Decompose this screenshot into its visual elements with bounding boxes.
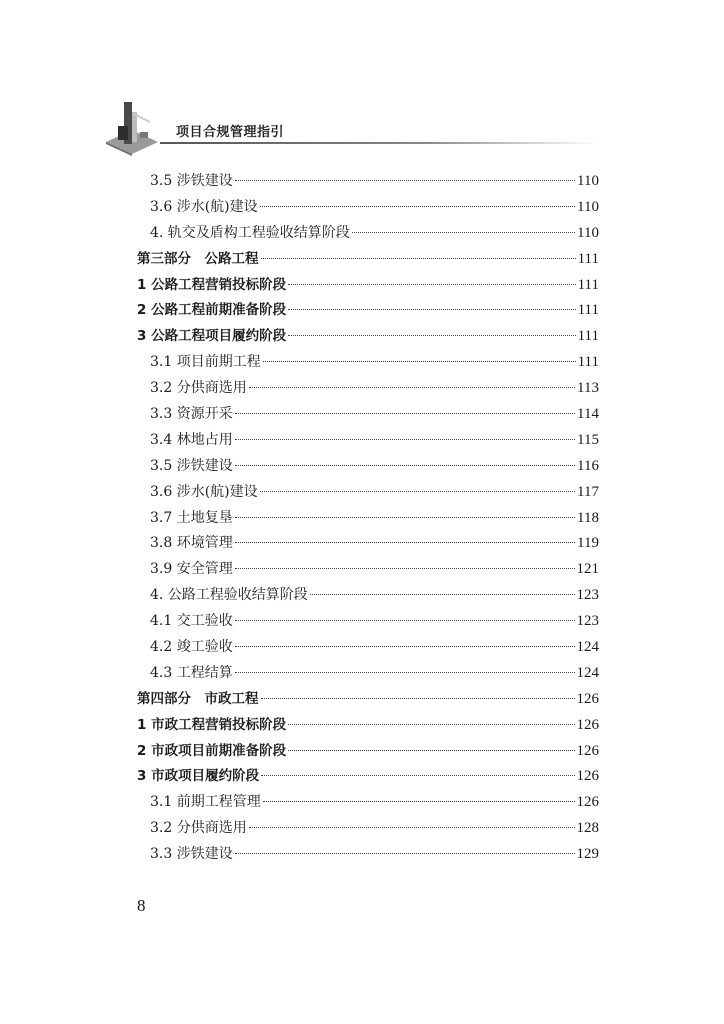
toc-entry-title: 3.9 安全管理 — [150, 561, 233, 578]
toc-entry-title: 3 市政项目履约阶段 — [137, 768, 260, 785]
toc-entry[interactable] — [137, 324, 599, 350]
toc-entry[interactable] — [137, 273, 599, 299]
toc-entry-title: 3.7 土地复垦 — [150, 509, 233, 526]
toc-entry[interactable] — [137, 687, 599, 713]
toc-entry-page: 117 — [577, 483, 599, 500]
toc-entry-page: 129 — [576, 846, 599, 863]
toc-entry[interactable] — [137, 661, 599, 687]
toc-entry-title: 3.3 涉铁建设 — [150, 846, 233, 863]
toc-entry-title: 1 公路工程营销投标阶段 — [137, 276, 287, 293]
dot-leader — [249, 827, 575, 828]
dot-leader — [235, 568, 575, 569]
toc-entry-page: 124 — [576, 639, 599, 656]
table-of-contents — [137, 169, 599, 868]
toc-entry-page: 128 — [576, 820, 599, 837]
dot-leader — [235, 646, 575, 647]
toc-entry-title: 3.1 前期工程管理 — [150, 794, 261, 811]
toc-entry-title: 2 市政项目前期准备阶段 — [137, 742, 287, 759]
toc-entry-page: 114 — [577, 406, 599, 423]
toc-entry[interactable] — [137, 350, 599, 376]
dot-leader — [261, 698, 575, 699]
toc-entry-page: 113 — [577, 380, 599, 397]
toc-entry-page: 111 — [577, 276, 599, 293]
toc-entry[interactable] — [137, 739, 599, 765]
toc-entry-title: 第三部分 公路工程 — [137, 250, 259, 267]
page-number: 8 — [137, 896, 146, 915]
toc-entry-page: 123 — [576, 613, 599, 630]
dot-leader — [261, 775, 574, 776]
toc-entry-title: 4. 公路工程验收结算阶段 — [150, 587, 308, 604]
toc-entry-page: 126 — [576, 794, 599, 811]
toc-entry-page: 115 — [577, 431, 599, 448]
toc-entry-title: 3.2 分供商选用 — [150, 380, 247, 397]
toc-entry-page: 110 — [577, 198, 599, 215]
toc-entry-page: 123 — [576, 587, 599, 604]
toc-entry-title: 3.5 涉铁建设 — [150, 457, 233, 474]
toc-entry-page: 118 — [577, 509, 599, 526]
book-title: 项目合规管理指引 — [176, 125, 285, 140]
toc-entry-page: 110 — [577, 224, 599, 241]
dot-leader — [235, 542, 575, 543]
toc-entry-title: 2 公路工程前期准备阶段 — [137, 302, 287, 319]
toc-entry[interactable] — [137, 790, 599, 816]
toc-entry-page: 111 — [577, 354, 599, 371]
dot-leader — [235, 465, 575, 466]
toc-entry-title: 1 市政工程营销投标阶段 — [137, 716, 287, 733]
dot-leader — [235, 439, 575, 440]
toc-entry-title: 3.3 资源开采 — [150, 406, 233, 423]
dot-leader — [235, 853, 575, 854]
dot-leader — [260, 206, 575, 207]
dot-leader — [235, 620, 575, 621]
toc-entry[interactable] — [137, 713, 599, 739]
dot-leader — [288, 335, 576, 336]
toc-entry[interactable] — [137, 298, 599, 324]
toc-entry-title: 3.6 涉水(航)建设 — [150, 483, 258, 500]
dot-leader — [288, 309, 576, 310]
toc-entry-page: 110 — [577, 173, 599, 189]
toc-entry[interactable] — [137, 816, 599, 842]
dot-leader — [235, 517, 575, 518]
toc-entry-page: 126 — [576, 742, 599, 759]
header-divider — [160, 142, 600, 144]
toc-entry[interactable] — [137, 609, 599, 635]
toc-entry-page: 111 — [577, 250, 599, 267]
toc-entry[interactable] — [137, 221, 599, 247]
toc-entry[interactable] — [137, 764, 599, 790]
toc-entry-page: 119 — [577, 535, 599, 552]
toc-entry[interactable] — [137, 557, 599, 583]
dot-leader — [249, 387, 575, 388]
dot-leader — [263, 361, 576, 362]
toc-entry[interactable] — [137, 506, 599, 532]
dot-leader — [235, 413, 575, 414]
toc-entry-title: 3.4 林地占用 — [150, 431, 233, 448]
toc-entry[interactable] — [137, 531, 599, 557]
toc-entry[interactable] — [137, 376, 599, 402]
dot-leader — [310, 594, 575, 595]
toc-entry-page: 126 — [576, 768, 599, 785]
toc-entry-page: 111 — [577, 302, 599, 319]
toc-entry-title: 第四部分 市政工程 — [137, 690, 259, 707]
dot-leader — [261, 258, 576, 259]
toc-entry-page: 116 — [577, 457, 599, 474]
toc-entry-title: 3.5 涉铁建设 — [150, 173, 233, 189]
dot-leader — [288, 724, 574, 725]
toc-entry[interactable] — [137, 454, 599, 480]
dot-leader — [288, 750, 574, 751]
toc-entry[interactable] — [137, 169, 599, 195]
toc-entry-title: 4. 轨交及盾构工程验收结算阶段 — [150, 224, 350, 241]
toc-entry-title: 3.2 分供商选用 — [150, 820, 247, 837]
toc-entry-title: 4.3 工程结算 — [150, 664, 233, 681]
running-header — [104, 96, 604, 160]
dot-leader — [235, 672, 575, 673]
dot-leader — [288, 284, 576, 285]
toc-entry[interactable] — [137, 842, 599, 868]
toc-entry[interactable] — [137, 428, 599, 454]
toc-entry[interactable] — [137, 635, 599, 661]
toc-entry[interactable] — [137, 195, 599, 221]
dot-leader — [235, 180, 575, 181]
toc-entry[interactable] — [137, 480, 599, 506]
toc-entry-title: 3.1 项目前期工程 — [150, 354, 261, 371]
toc-entry[interactable] — [137, 583, 599, 609]
toc-entry-title: 4.2 竣工验收 — [150, 639, 233, 656]
toc-entry-title: 3.6 涉水(航)建设 — [150, 198, 258, 215]
toc-entry[interactable] — [137, 247, 599, 273]
toc-entry-title: 4.1 交工验收 — [150, 613, 233, 630]
toc-entry-page: 121 — [576, 561, 599, 578]
toc-entry-page: 111 — [577, 328, 599, 345]
toc-entry-page: 126 — [576, 716, 599, 733]
toc-entry-title: 3 公路工程项目履约阶段 — [137, 328, 287, 345]
dot-leader — [260, 491, 575, 492]
toc-entry-title: 3.8 环境管理 — [150, 535, 233, 552]
toc-entry[interactable] — [137, 402, 599, 428]
construction-building-icon — [104, 96, 160, 156]
dot-leader — [263, 801, 575, 802]
toc-entry-page: 126 — [576, 690, 599, 707]
toc-entry-page: 124 — [576, 664, 599, 681]
dot-leader — [352, 232, 575, 233]
